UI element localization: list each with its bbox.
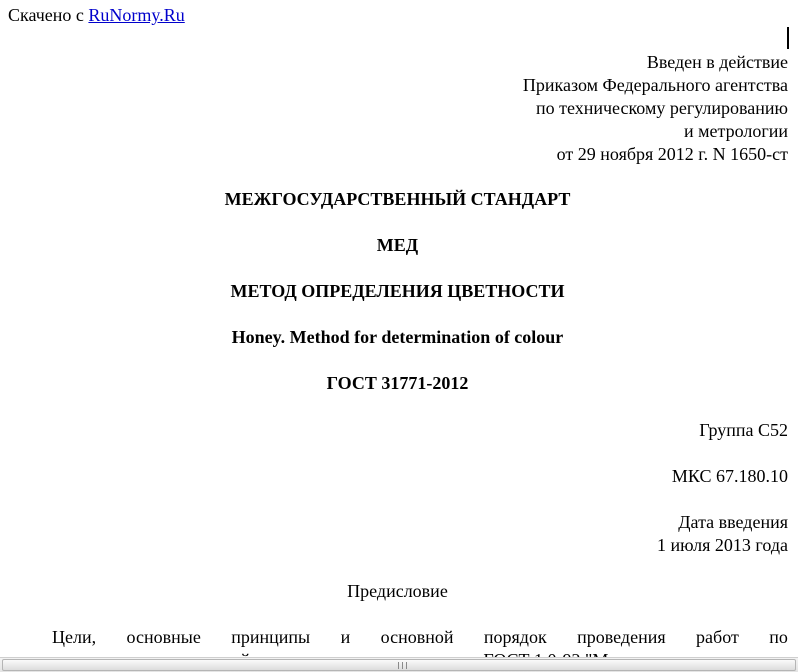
approval-line: по техническому регулированию [535,98,788,118]
foreword-heading: Предисловие [347,581,448,601]
foreword-first-line [52,626,788,649]
approval-line: Введен в действие [646,52,788,72]
foreword-word: Цели, [52,627,97,647]
horizontal-scrollbar[interactable] [0,657,798,672]
scrollbar-thumb[interactable] [2,659,796,671]
foreword-word: проведения [577,627,666,647]
text-caret [787,27,789,49]
downloaded-from-line [8,4,185,27]
group-label: Группа С52 [699,420,788,440]
downloaded-prefix: Скачено с [8,5,89,25]
foreword-paragraph [52,626,788,649]
intro-date-value: 1 июля 2013 года [657,535,788,555]
standard-code: ГОСТ 31771-2012 [326,373,469,393]
foreword-word: принципы [231,627,311,647]
intro-date-label: Дата введения [678,512,788,532]
standard-type-title: МЕЖГОСУДАРСТВЕННЫЙ СТАНДАРТ [224,189,571,209]
approval-line: от 29 ноября 2012 г. N 1650-ст [556,144,788,164]
approval-line: и метрологии [684,121,788,141]
foreword-word: основной [380,627,454,647]
foreword-word: по [769,627,788,647]
foreword-word: порядок [483,627,547,647]
english-title: Honey. Method for determination of colour [231,327,564,347]
foreword-word: работ [696,627,739,647]
mks-code: МКС 67.180.10 [671,466,788,486]
foreword-word: и [340,627,351,647]
approval-line: Приказом Федерального агентства [522,75,788,95]
source-link[interactable]: RuNormy.Ru [88,5,185,25]
subject-title: МЕД [376,235,419,255]
method-title: МЕТОД ОПРЕДЕЛЕНИЯ ЦВЕТНОСТИ [230,281,565,301]
grip-icon [398,662,407,669]
foreword-word: основные [126,627,201,647]
